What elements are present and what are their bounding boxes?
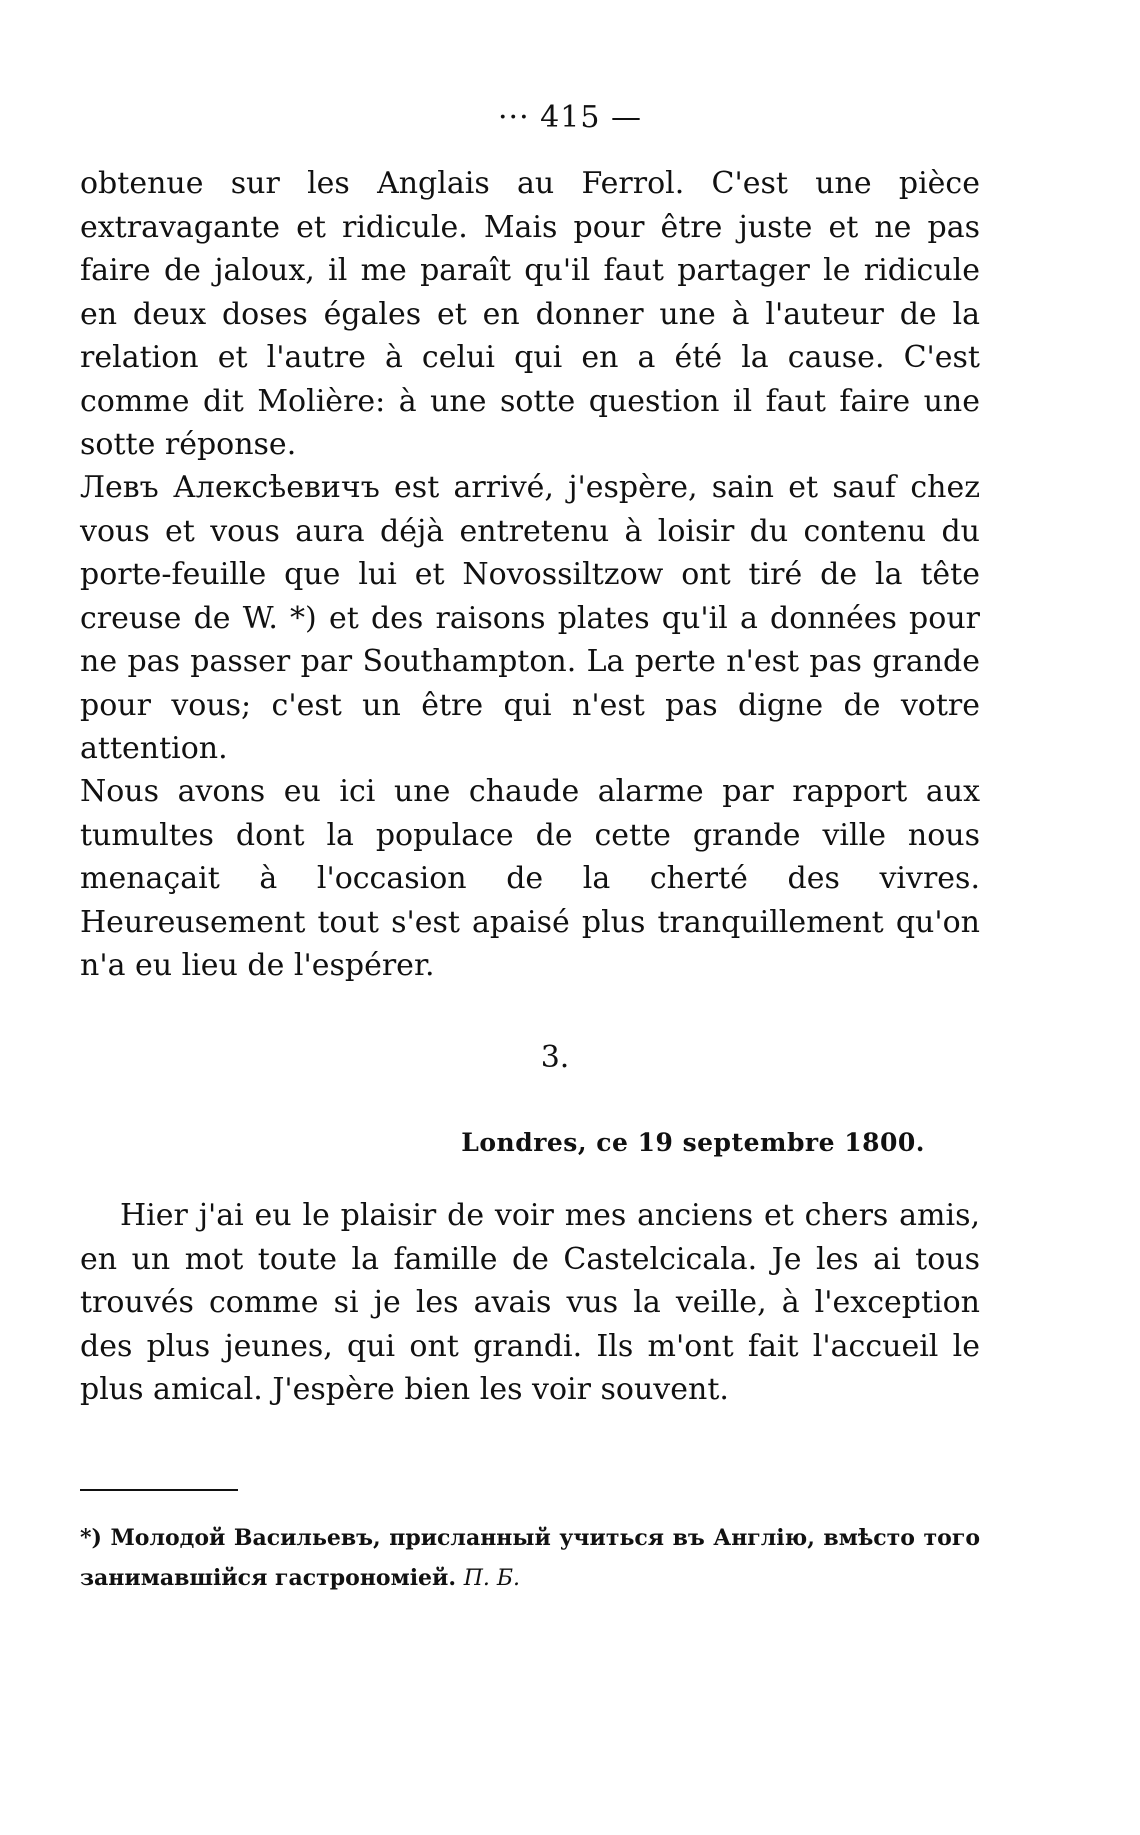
footnote [80,1518,980,1599]
letter-dateline: Londres, ce 19 septembre 1800. [461,1128,925,1157]
page-number: ··· 415 — [498,100,642,135]
footnote-divider [80,1489,238,1491]
letter-number: 3. [540,1040,570,1075]
paragraph-lev-alexeevich: Левъ Алексѣевичъ est arrivé, j'espère, sain et sauf chez vous et vous aura déjà entretenu à loisir du contenu du porte-feuille que lui et Novossiltzow ont tiré de la tête creuse de W. *) et des raisons plates qu'il a données pour ne pas passer par Southampton. La perte n'est pas grande pour vous; c'est un être qui n'est pas digne de votre attention. [80,470,980,766]
paragraph-continuation: obtenue sur les Anglais au Ferrol. C'est une pièce extravagante et ridicule. Mais pour être juste et ne pas faire de jaloux, il me paraît qu'il faut partager le ridicule en deux doses égales et en donner une à l'auteur de la relation et l'autre à celui qui en a été la cause. C'est comme dit Molière: à une sotte question il faut faire une sotte réponse. [80,166,980,462]
footnote-signature: П. Б. [463,1566,521,1591]
footnote-text: *) Молодой Васильевъ, присланный учиться въ Англію, вмѣсто того занимавшійся гастрономіей. [80,1525,980,1591]
letter-body: Hier j'ai eu le plaisir de voir mes anciens et chers amis, en un mot toute la famille de Castelcicala. Je les ai tous trouvés comme si je les avais vus la veille, à l'exception des plus jeunes, qui ont grandi. Ils m'ont fait l'accueil le plus amical. J'espère bien les voir souvent. [80,1198,980,1407]
paragraph-alarm: Nous avons eu ici une chaude alarme par rapport aux tumultes dont la populace de cette grande ville nous menaçait à l'occasion de la cherté des vivres. Heureusement tout s'est apaisé plus tranquillement qu'on n'a eu lieu de l'espérer. [80,774,980,983]
